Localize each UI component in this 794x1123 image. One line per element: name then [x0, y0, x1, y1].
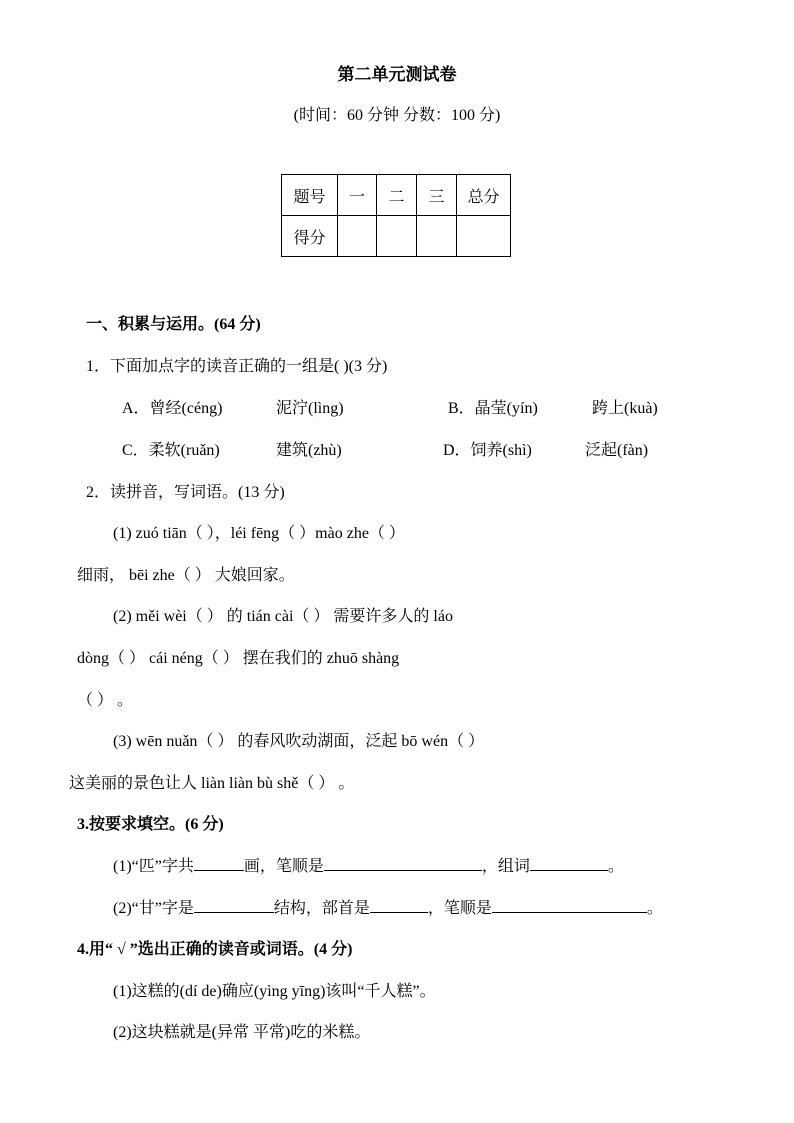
score-entry-3[interactable]	[417, 216, 457, 257]
q3-line1-text-c: ，组词	[481, 858, 530, 875]
q2-line-4: dòng（ ） cái néng（ ） 摆在我们的 zhuō shàng	[77, 650, 400, 667]
score-cell-label: 题号	[282, 175, 338, 216]
section-heading: 一、积累与运用。(64 分)	[86, 316, 261, 333]
q1-option-d-word2: 泛起(fàn)	[585, 442, 649, 459]
page-title: 第二单元测试卷	[337, 65, 457, 84]
q1-option-b-word2: 跨上(kuà)	[592, 400, 658, 417]
q2-line-1: (1) zuó tiān（ ），léi fēng（ ）mào zhe（ ）	[113, 525, 405, 542]
q2-line-6: (3) wēn nuǎn（ ） 的春风吹动湖面，泛起 bō wén（ ）	[113, 733, 485, 750]
q1-option-c-word2: 建筑(zhù)	[276, 442, 342, 459]
stroke-count-blank[interactable]	[194, 853, 244, 871]
q2-line-7: 这美丽的景色让人 liàn liàn bù shě（ ） 。	[69, 775, 355, 792]
q3-line-2	[113, 895, 663, 918]
radical-blank[interactable]	[370, 895, 428, 913]
score-table-header-row	[282, 175, 511, 216]
q3-line1-text-b: 画，笔顺是	[243, 858, 324, 875]
score-table	[281, 174, 511, 257]
q3-line2-text-b: 结构，部首是	[273, 900, 370, 917]
score-cell-total: 总分	[457, 175, 511, 216]
score-cell-part1: 一	[338, 175, 377, 216]
structure-blank[interactable]	[194, 895, 274, 913]
stroke-order-blank[interactable]	[324, 853, 482, 871]
word-blank[interactable]	[530, 853, 608, 871]
q3-line1-text-d: 。	[607, 858, 624, 875]
question-2-stem: 2．读拼音，写词语。(13 分)	[86, 484, 285, 501]
question-4-stem: 4.用“ √ ”选出正确的读音或词语。(4 分)	[77, 941, 353, 958]
score-entry-total[interactable]	[457, 216, 511, 257]
q3-line-1	[113, 853, 624, 876]
q3-line2-text-a: (2)“甘”字是	[113, 900, 194, 917]
q1-option-a-word2: 泥泞(lìng)	[276, 400, 344, 417]
score-cell-part2: 二	[377, 175, 417, 216]
question-1-stem: 1．下面加点字的读音正确的一组是( )(3 分)	[86, 358, 388, 375]
q4-line-2: (2)这块糕就是(异常 平常)吃的米糕。	[113, 1024, 371, 1041]
q3-line1-text-a: (1)“匹”字共	[113, 858, 194, 875]
score-entry-2[interactable]	[377, 216, 417, 257]
exam-info: (时间：60 分钟 分数：100 分)	[293, 107, 501, 124]
q4-line-1: (1)这糕的(dí de)确应(yìng yīng)该叫“千人糕”。	[113, 983, 436, 1000]
q2-line-5: （ ） 。	[77, 692, 134, 709]
score-entry-1[interactable]	[338, 216, 377, 257]
q3-line2-text-c: ，笔顺是	[427, 900, 492, 917]
q2-line-2: 细雨， bēi zhe（ ） 大娘回家。	[77, 567, 295, 584]
question-3-stem: 3.按要求填空。(6 分)	[77, 816, 224, 833]
q1-option-b-word1: B．晶莹(yín)	[448, 400, 538, 417]
q1-option-d-word1: D．饲养(shì)	[443, 442, 532, 459]
q1-option-c-word1: C．柔软(ruǎn)	[122, 442, 220, 459]
score-cell-score-label: 得分	[282, 216, 338, 257]
q2-line-3: (2) měi wèi（ ） 的 tián cài（ ） 需要许多人的 láo	[113, 608, 453, 625]
q3-line2-text-d: 。	[646, 900, 663, 917]
score-table-score-row	[282, 216, 511, 257]
score-cell-part3: 三	[417, 175, 457, 216]
q1-option-a-word1: A．曾经(céng)	[122, 400, 223, 417]
stroke-order-blank-2[interactable]	[492, 895, 647, 913]
